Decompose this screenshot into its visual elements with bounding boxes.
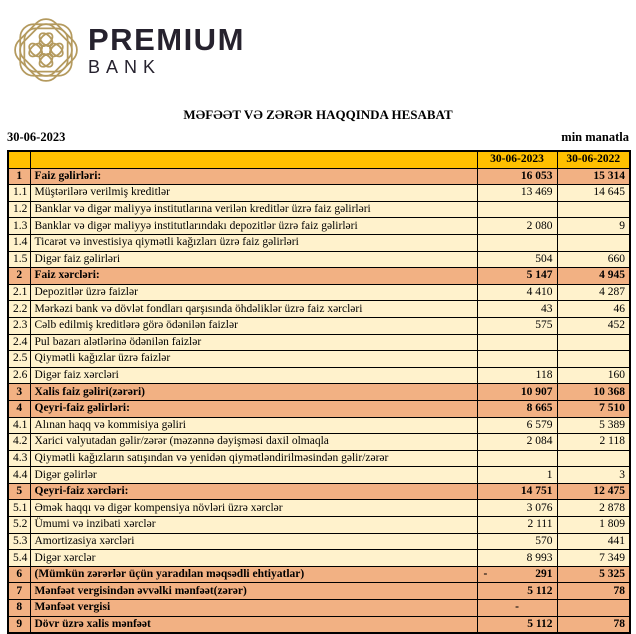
value-2022-cell: 5 389: [557, 417, 630, 434]
ornamental-knot-icon: [13, 16, 79, 84]
table-row: [8, 533, 630, 550]
value-2022-cell: 452: [557, 317, 630, 334]
value-2023-cell: 5 112: [477, 616, 557, 633]
row-number-cell: 1.5: [8, 251, 30, 268]
value-2022-cell: [557, 351, 630, 368]
row-number-cell: 2.1: [8, 284, 30, 301]
value-2023-cell: 8 665: [477, 400, 557, 417]
report-date: 30-06-2023: [7, 130, 66, 144]
table-row: [8, 268, 630, 285]
row-label-cell: Əmək haqqı və digər kompensiya növləri üzrə xərclər: [30, 500, 477, 517]
row-label-cell: Mənfəət vergisindən əvvəlki mənfəət(zərər): [30, 583, 477, 600]
row-number-cell: 1.2: [8, 201, 30, 218]
row-number-cell: 3: [8, 384, 30, 401]
table-row: [8, 168, 630, 185]
value-2023-cell: 6 579: [477, 417, 557, 434]
value-2022-cell: 7 349: [557, 550, 630, 567]
value-2023-cell: - 291: [477, 566, 557, 583]
row-number-cell: 5.2: [8, 517, 30, 534]
row-label-cell: Amortizasiya xərcləri: [30, 533, 477, 550]
row-number-cell: 1.1: [8, 185, 30, 202]
premium-bank-logo: [13, 16, 245, 84]
row-label-cell: Dövr üzrə xalis mənfəət: [30, 616, 477, 633]
value-2023-cell: 1: [477, 467, 557, 484]
table-row: [8, 234, 630, 251]
table-row: [8, 351, 630, 368]
value-2022-cell: 160: [557, 367, 630, 384]
row-number-cell: 2.4: [8, 334, 30, 351]
row-number-cell: 9: [8, 616, 30, 633]
row-number-cell: 4.3: [8, 450, 30, 467]
value-2023-cell: 5 147: [477, 268, 557, 285]
table-row: [8, 434, 630, 451]
row-label-cell: Xalis faiz gəliri(zərəri): [30, 384, 477, 401]
value-2022-cell: 7 510: [557, 400, 630, 417]
row-number-cell: 4.4: [8, 467, 30, 484]
value-2022-cell: 5 325: [557, 566, 630, 583]
value-2022-cell: 12 475: [557, 483, 630, 500]
value-2023-cell: 3 076: [477, 500, 557, 517]
row-number-cell: 2.5: [8, 351, 30, 368]
value-2023-cell: [477, 234, 557, 251]
value-2023-cell: -: [477, 600, 557, 617]
row-label-cell: Pul bazarı alətlərinə ödənilən faizlər: [30, 334, 477, 351]
header-label-cell: [30, 151, 477, 168]
table-row: [8, 417, 630, 434]
value-2022-cell: 3: [557, 467, 630, 484]
table-row: [8, 218, 630, 235]
value-2022-cell: 1 809: [557, 517, 630, 534]
value-2023-cell: 14 751: [477, 483, 557, 500]
value-2022-cell: 14 645: [557, 185, 630, 202]
value-2022-cell: 4 287: [557, 284, 630, 301]
row-number-cell: 5.1: [8, 500, 30, 517]
row-label-cell: Faiz gəlirləri:: [30, 168, 477, 185]
table-row: [8, 517, 630, 534]
header-corner-cell: [8, 151, 30, 168]
header-col-2023: 30-06-2023: [477, 151, 557, 168]
value-2022-cell: 15 314: [557, 168, 630, 185]
negative-sign: -: [483, 568, 488, 581]
row-label-cell: Digər xərclər: [30, 550, 477, 567]
row-label-cell: Mərkəzi bank və dövlət fondları qarşısında öhdəliklər üzrə faiz xərcləri: [30, 301, 477, 318]
logo-brand-subname: BANK: [88, 57, 162, 77]
row-number-cell: 2.3: [8, 317, 30, 334]
row-number-cell: 1.4: [8, 234, 30, 251]
table-body: [8, 168, 630, 633]
row-number-cell: 4.2: [8, 434, 30, 451]
logo-brand-name: PREMIUM: [88, 22, 245, 57]
value-2022-cell: [557, 234, 630, 251]
value-2023-cell: [477, 334, 557, 351]
value-2023-cell: 43: [477, 301, 557, 318]
row-label-cell: Müştərilərə verilmiş kreditlər: [30, 185, 477, 202]
value-2022-cell: 9: [557, 218, 630, 235]
value-2023-cell: [477, 450, 557, 467]
value-2022-cell: 10 368: [557, 384, 630, 401]
value-2023-cell: 504: [477, 251, 557, 268]
table-row: [8, 384, 630, 401]
value-2023-cell: 575: [477, 317, 557, 334]
value-2023-cell: 570: [477, 533, 557, 550]
table-row: [8, 284, 630, 301]
table-row: [8, 600, 630, 617]
value-2022-cell: 78: [557, 583, 630, 600]
table-row: [8, 251, 630, 268]
row-label-cell: Ticarət və investisiya qiymətli kağızları üzrə faiz gəlirləri: [30, 234, 477, 251]
value-2023-cell: [477, 351, 557, 368]
row-number-cell: 7: [8, 583, 30, 600]
value-2022-cell: 660: [557, 251, 630, 268]
value-2022-cell: [557, 600, 630, 617]
value-2023-cell: 13 469: [477, 185, 557, 202]
table-row: [8, 500, 630, 517]
row-label-cell: Mənfəət vergisi: [30, 600, 477, 617]
row-number-cell: 4: [8, 400, 30, 417]
table-row: [8, 317, 630, 334]
table-row: [8, 450, 630, 467]
value-2023-cell: 2 111: [477, 517, 557, 534]
value-2022-cell: [557, 334, 630, 351]
row-label-cell: Digər faiz gəlirləri: [30, 251, 477, 268]
row-label-cell: Ümumi və inzibati xərclər: [30, 517, 477, 534]
value-2023-cell: 5 112: [477, 583, 557, 600]
row-number-cell: 2: [8, 268, 30, 285]
row-label-cell: (Mümkün zərərlər üçün yaradılan məqsədli ehtiyatlar): [30, 566, 477, 583]
value-2023-cell: 2 080: [477, 218, 557, 235]
table-row: [8, 334, 630, 351]
report-title: MƏFƏƏT VƏ ZƏRƏR HAQQINDA HESABAT: [183, 107, 453, 122]
report-meta-line: [7, 130, 629, 145]
value-2023-cell: [477, 201, 557, 218]
table-row: [8, 550, 630, 567]
value-2023-cell: 16 053: [477, 168, 557, 185]
value-2022-cell: 441: [557, 533, 630, 550]
value-2023-cell: 10 907: [477, 384, 557, 401]
row-number-cell: 5.3: [8, 533, 30, 550]
unit-label: min manatla: [561, 130, 629, 144]
table-row: [8, 583, 630, 600]
row-label-cell: Faiz xərcləri:: [30, 268, 477, 285]
row-label-cell: Qiymətli kağızlar üzrə faizlər: [30, 351, 477, 368]
table-row: [8, 185, 630, 202]
table-row: [8, 201, 630, 218]
table-row: [8, 566, 630, 583]
row-number-cell: 8: [8, 600, 30, 617]
profit-loss-table: [7, 150, 631, 634]
table-row: [8, 616, 630, 633]
value-2022-cell: 78: [557, 616, 630, 633]
value-2022-cell: [557, 201, 630, 218]
row-label-cell: Banklar və digər maliyyə institutlarına verilən kreditlər üzrə faiz gəlirləri: [30, 201, 477, 218]
table-header-row: [8, 151, 630, 168]
value-2022-cell: 46: [557, 301, 630, 318]
value-2023-cell: 118: [477, 367, 557, 384]
row-label-cell: Cəlb edilmiş kreditlərə görə ödənilən faizlər: [30, 317, 477, 334]
value-2023-cell: 2 084: [477, 434, 557, 451]
row-label-cell: Xarici valyutadan gəlir/zərər (məzənnə dəyişməsi daxil olmaqla: [30, 434, 477, 451]
row-label-cell: Qeyri-faiz xərcləri:: [30, 483, 477, 500]
logo-wordmark: [88, 23, 245, 77]
value-2022-cell: 4 945: [557, 268, 630, 285]
row-number-cell: 5.4: [8, 550, 30, 567]
header-col-2022: 30-06-2022: [557, 151, 630, 168]
row-number-cell: 1: [8, 168, 30, 185]
row-number-cell: 2.2: [8, 301, 30, 318]
row-number-cell: 4.1: [8, 417, 30, 434]
row-number-cell: 5: [8, 483, 30, 500]
table-row: [8, 467, 630, 484]
row-number-cell: 2.6: [8, 367, 30, 384]
value-2022-cell: 2 118: [557, 434, 630, 451]
row-label-cell: Digər gəlirlər: [30, 467, 477, 484]
table-row: [8, 483, 630, 500]
row-label-cell: Qeyri-faiz gəlirləri:: [30, 400, 477, 417]
value-2023-cell: 8 993: [477, 550, 557, 567]
row-label-cell: Depozitlər üzrə faizlər: [30, 284, 477, 301]
value-2022-cell: 2 878: [557, 500, 630, 517]
value-2022-cell: [557, 450, 630, 467]
row-number-cell: 6: [8, 566, 30, 583]
value-2023-cell: 4 410: [477, 284, 557, 301]
row-label-cell: Banklar və digər maliyyə institutlarındakı depozitlər üzrə faiz gəlirləri: [30, 218, 477, 235]
table-row: [8, 400, 630, 417]
row-label-cell: Digər faiz xərcləri: [30, 367, 477, 384]
row-number-cell: 1.3: [8, 218, 30, 235]
row-label-cell: Qiymətli kağızların satışından və yenidən qiymətləndirilməsindən gəlir/zərər: [30, 450, 477, 467]
table-row: [8, 301, 630, 318]
table-row: [8, 367, 630, 384]
row-label-cell: Alınan haqq və kommisiya gəliri: [30, 417, 477, 434]
